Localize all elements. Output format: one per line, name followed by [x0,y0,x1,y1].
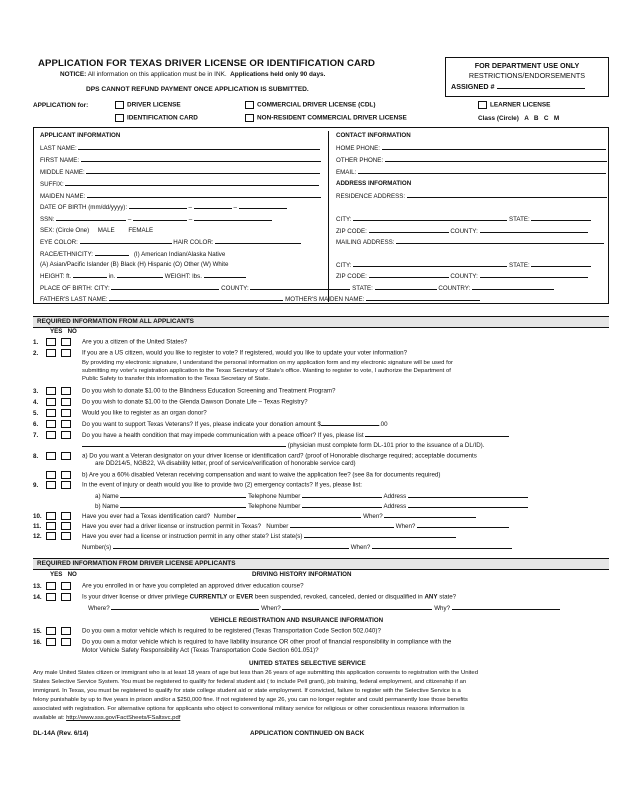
selective-line-3: immigrant. In Texas, you must be registered to qualify for state college student aid or state employment. If convicted, failure to register with the Selective Service is a [33,688,461,694]
column-divider [328,131,329,302]
q15-text: Do you own a motor vehicle which is required to be registered (Texas Transportation Code Section 502.040)? [82,627,381,635]
q6-text: Do you want to support Texas Veterans? If yes, please indicate your donation amount $ [82,421,321,428]
class-m[interactable]: M [553,115,560,122]
q13-no[interactable] [61,582,71,590]
mail-state-label: STATE: [508,262,530,269]
question-9: 9. In the event of injury or death would you like to provide two (2) emergency contacts? If yes, please list: [33,481,362,489]
q14-text-a: Is your driver license or driver privilege [82,593,188,601]
question-2: 2. If you are a US citizen, would you like to register to vote? If registered, would you like to update your voter information? [33,349,408,357]
mailing-label: MAILING ADDRESS: [336,239,395,246]
emergency-contact-b[interactable] [95,502,640,511]
class-circle [478,115,559,123]
address-heading: ADDRESS INFORMATION [336,180,412,187]
q11-yes[interactable] [46,522,56,530]
q15-yes[interactable] [46,627,56,635]
weight-line[interactable] [204,272,246,278]
q7-condition-line-2[interactable] [82,441,286,447]
q7-physician-note: (physician must complete form DL-101 prior to the issuance of a DL/ID). [287,442,485,449]
q10-no[interactable] [61,512,71,520]
ssn-field[interactable]: SSN: – – [40,215,272,224]
res-zip-line[interactable] [369,227,449,233]
q16-text-b: Motor Vehicle Safety Responsibility Act (Texas Transportation Code Section 601.051)? [82,647,319,654]
selective-service-link[interactable]: http://www.sss.gov/FactSheets/FSaltsvc.pdf [66,715,181,721]
contact-b-phone-line[interactable] [302,502,382,508]
q8a-yes[interactable] [46,452,56,460]
driver-license-checkbox[interactable] [115,101,124,109]
q7-no[interactable] [61,431,71,439]
q10-number-label: Number [213,513,236,520]
eye-hair-field[interactable] [40,238,301,247]
contact-b-address-label: Address [383,503,407,510]
selective-line-2: States Selective Service System. You must be registered to qualify for federal student aid ( to include Pell grant), job training, federal employment, and citizenship if an [33,679,467,685]
res-city-state-field[interactable] [336,215,591,224]
q2-yes[interactable] [46,349,56,357]
res-state-line[interactable] [531,215,591,221]
notice-held: Applications held only 90 days. [230,71,326,78]
last-name-label: LAST NAME: [40,145,77,152]
home-phone-line[interactable] [382,144,606,150]
no-header: NO [67,328,77,335]
mail-zip-county-field[interactable] [336,272,588,281]
birth-country-line[interactable] [472,284,554,290]
mail-county-line[interactable] [480,272,588,278]
res-state-label: STATE: [508,216,530,223]
other-phone-field[interactable] [336,156,607,165]
q14-yes[interactable] [46,593,56,601]
birth-country-label: COUNTRY: [438,285,471,292]
q7-condition-line[interactable] [365,431,509,437]
application-for-label: APPLICATION for: [33,102,89,109]
learner-label: LEARNER LICENSE [490,101,551,109]
suffix-line[interactable] [65,180,319,186]
maiden-name-field[interactable] [40,192,321,201]
question-7: 7. Do you have a health condition that may impede communication with a peace officer? If yes, please list [33,431,608,440]
q12-text: Have you ever had a license or instruction permit in any other state? List state(s) [82,533,303,540]
question-15: 15. Do you own a motor vehicle which is required to be registered (Texas Transportation Code Section 502.040)? [33,627,381,635]
q3-yes[interactable] [46,387,56,395]
yes-header-2: YES [50,571,63,578]
notice-label: NOTICE: [60,71,87,78]
yes-header: YES [50,328,63,335]
driver-license-label: DRIVER LICENSE [127,101,181,109]
q11-text: Have you ever had a driver license or instruction permit in Texas? [82,523,262,530]
q9-text: In the event of injury or death would you like to provide two (2) emergency contacts? If yes, please list: [82,481,362,489]
question-8b [33,471,608,479]
q12-numbers-line[interactable] [113,543,349,549]
email-field[interactable] [336,168,606,177]
q3-text: Do you wish to donate $1.00 to the Blindness Education Screening and Treatment Program? [82,387,336,395]
q14-when-label: When? [261,605,281,612]
class-b[interactable]: B [533,115,539,122]
q6-no[interactable] [61,420,71,428]
father-label: FATHER'S LAST NAME: [40,296,108,303]
inches-label: in. [108,273,116,280]
home-phone-label: HOME PHONE: [336,145,381,152]
suffix-label: SUFFIX: [40,181,64,188]
contact-a-address-line[interactable] [408,492,528,498]
q14-or: or [228,593,235,601]
question-3: 3. Do you wish to donate $1.00 to the Blindness Education Screening and Treatment Program? [33,387,336,395]
option-driver-license[interactable] [115,101,181,110]
ssn-label: SSN: [40,216,55,223]
q5-no[interactable] [61,409,71,417]
notice [60,71,325,79]
middle-name-field[interactable] [40,168,320,177]
height-ft-line[interactable] [73,272,107,278]
q11-when-line[interactable] [417,522,509,528]
sex-female[interactable]: FEMALE [128,227,154,234]
q11-number-line[interactable] [290,522,394,528]
q8b-yes[interactable] [46,471,56,479]
q7-yes[interactable] [46,431,56,439]
q8b-text: b) Are you a 60% disabled Veteran receiving compensation and want to waive the application fee? (see 8a for documents required) [82,471,441,479]
section-required-driver: REQUIRED INFORMATION FROM DRIVER LICENSE APPLICANTS [33,558,609,570]
q10-when-label: When? [363,513,383,520]
hair-color-line[interactable] [215,238,301,244]
q14-when-line[interactable] [282,604,432,610]
q12-states-line[interactable] [304,532,456,538]
q14-details[interactable] [88,604,640,613]
ssn-part3[interactable] [194,215,272,221]
mail-city-state-field[interactable] [336,261,591,270]
mail-state-line[interactable] [531,261,591,267]
q14-where-label: Where? [88,605,110,612]
q14-why-line[interactable] [452,604,560,610]
question-5: 5. Would you like to register as an organ donor? [33,409,207,417]
ssn-part1[interactable] [56,215,126,221]
mail-city-line[interactable] [353,261,507,267]
q10-yes[interactable] [46,512,56,520]
q9-yes[interactable] [46,481,56,489]
height-weight-field[interactable] [40,272,246,281]
q14-text-c: state? [439,593,457,601]
dob-field[interactable]: DATE OF BIRTH (mm/dd/yyyy): – – [40,203,287,212]
ssn-part2[interactable] [133,215,187,221]
q12-numbers-label: Number(s) [82,544,112,551]
non-resident-label: NON-RESIDENT COMMERCIAL DRIVER LICENSE [257,114,407,122]
q14-currently: CURRENTLY [189,593,228,601]
dob-month-line[interactable] [129,203,187,209]
race-line[interactable] [95,250,129,256]
q14-why-label: Why? [434,605,451,612]
sex-male[interactable]: MALE [97,227,115,234]
question-11: 11. Have you ever had a driver license or instruction permit in Texas? Number When? [33,522,608,531]
weight-label: WEIGHT: lbs. [164,273,202,280]
dob-year-line[interactable] [239,203,287,209]
q16-text-a: Do you own a motor vehicle which is required to have liability insurance OR other proof of financial responsibility in compliance with the [82,638,452,646]
residence-label: RESIDENCE ADDRESS: [336,193,406,200]
q10-text: Have you ever had a Texas identification card? [82,513,211,520]
dob-label: DATE OF BIRTH (mm/dd/yyyy): [40,204,128,211]
res-city-label: CITY: [336,216,352,223]
height-label: HEIGHT: ft. [40,273,72,280]
q2-consent-a: By providing my electronic signature, I understand the personal information on my application form and my electronic signature will be used for [82,360,453,366]
contact-a-name-label: a) Name [95,493,119,500]
res-county-label: COUNTY: [450,228,478,235]
sex-label: SEX: (Circle One) [40,227,90,234]
birth-city-line[interactable] [111,284,219,290]
q12-no[interactable] [61,532,71,540]
q5-yes[interactable] [46,409,56,417]
selective-service-text [33,669,611,723]
question-8a: 8. a) Do you want a Veteran designator on your driver license or identification card? (proof of Honorable discharge required; acceptable documents [33,452,477,460]
q8a-text: a) Do you want a Veteran designator on your driver license or identification card? (proof of Honorable discharge required; acceptable documents [82,452,477,460]
question-4: 4. Do you wish to donate $1.00 to the Glenda Dawson Donate Life – Texas Registry? [33,398,308,406]
emergency-contact-a[interactable] [95,492,640,501]
contact-a-address-label: Address [383,493,407,500]
mail-zip-label: ZIP CODE: [336,273,367,280]
q15-no[interactable] [61,627,71,635]
birth-county-line[interactable] [250,284,350,290]
id-card-checkbox[interactable] [115,114,124,122]
option-cdl[interactable] [245,101,375,110]
continued-notice: APPLICATION CONTINUED ON BACK [250,730,365,737]
dept-restrictions: RESTRICTIONS/ENDORSEMENTS [468,71,586,80]
mailing-field[interactable] [336,238,604,247]
q1-yes[interactable] [46,338,56,346]
q11-no[interactable] [61,522,71,530]
q2-text: If you are a US citizen, would you like to register to vote? If registered, would you like to update your voter information? [82,349,408,357]
birth-state-line[interactable] [375,284,437,290]
race-options: (A) Asian/Pacific Islander (B) Black (H) Hispanic (O) Other (W) White [40,261,229,268]
selective-service-heading: UNITED STATES SELECTIVE SERVICE [249,660,366,667]
refund-notice: DPS CANNOT REFUND PAYMENT ONCE APPLICATION IS SUBMITTED. [86,86,309,93]
q6-yes[interactable] [46,420,56,428]
yes-no-header [50,328,77,336]
q14-where-line[interactable] [111,604,259,610]
question-6: 6. Do you want to support Texas Veterans? If yes, please indicate your donation amount $ .00 [33,421,388,428]
home-phone-field[interactable] [336,144,606,153]
mother-line[interactable] [366,295,480,301]
residence-line[interactable] [407,192,607,198]
q16-no[interactable] [61,638,71,646]
q4-yes[interactable] [46,398,56,406]
last-name-line[interactable] [78,144,320,150]
q14-any: ANY [424,593,438,601]
q9-no[interactable] [61,481,71,489]
res-county-line[interactable] [480,227,588,233]
q14-no[interactable] [61,593,71,601]
q5-text: Would you like to register as an organ donor? [82,409,207,417]
maiden-name-line[interactable] [87,192,321,198]
q8a-no[interactable] [61,452,71,460]
q8b-no[interactable] [61,471,71,479]
birth-city-label: PLACE OF BIRTH: CITY: [40,285,110,292]
q13-yes[interactable] [46,582,56,590]
mailing-line[interactable] [396,238,604,244]
contact-a-phone-label: Telephone Number [248,493,301,500]
other-phone-line[interactable] [385,156,607,162]
driving-history-heading: DRIVING HISTORY INFORMATION [252,571,352,578]
q4-no[interactable] [61,398,71,406]
dob-day-line[interactable] [194,203,232,209]
first-name-label: FIRST NAME: [40,157,80,164]
birth-county-label: COUNTY: [221,285,249,292]
q7-text: Do you have a health condition that may impede communication with a peace officer? If yes, please list [82,432,364,439]
middle-name-label: MIDDLE NAME: [40,169,85,176]
contact-b-phone-label: Telephone Number [248,503,301,510]
parents-field[interactable] [40,295,480,304]
q4-text: Do you wish to donate $1.00 to the Glenda Dawson Donate Life – Texas Registry? [82,398,308,406]
q10-when-line[interactable] [384,512,476,518]
q11-when-label: When? [395,523,416,530]
res-zip-label: ZIP CODE: [336,228,367,235]
mail-county-label: COUNTY: [450,273,478,280]
question-10: 10. Have you ever had a Texas identification card? Number When? [33,512,608,521]
q7-continued [82,441,640,450]
cdl-checkbox[interactable] [245,101,254,109]
q10-number-line[interactable] [237,512,361,518]
q8a-docs: are DD214/5, NGB22, VA disability letter, proof of service/verification of honorable service card) [95,460,356,467]
sex-field [40,227,153,235]
q6-cents: .00 [378,421,388,428]
dept-assigned-label: ASSIGNED # [451,82,495,91]
class-label: Class (Circle) [478,115,519,122]
selective-line-5: associated with registration. For alternative options for applicants who object to conventional military service for religious or other conscientious reasons information is [33,706,465,712]
q14-text-b: been suspended, revoked, canceled, denied or disqualified in [254,593,423,601]
dept-title: FOR DEPARTMENT USE ONLY [474,61,580,70]
maiden-name-label: MAIDEN NAME: [40,193,86,200]
form-id: DL-14A (Rev. 6/14) [33,730,89,737]
question-16: 16. Do you own a motor vehicle which is required to have liability insurance OR other proof of financial responsibility in compliance with the [33,638,452,646]
email-line[interactable] [358,168,606,174]
eye-color-label: EYE COLOR: [40,239,78,246]
q3-no[interactable] [61,387,71,395]
section-required-all: REQUIRED INFORMATION FROM ALL APPLICANTS [33,316,609,328]
race-label: RACE/ETHNICITY: [40,251,93,258]
question-1: 1. Are you a citizen of the United States? [33,338,188,346]
email-label: EMAIL: [336,169,357,176]
last-name-field[interactable] [40,144,320,153]
selective-line-6 [33,714,611,723]
q12-numbers[interactable] [82,543,640,552]
eye-color-line[interactable] [80,238,172,244]
height-in-line[interactable] [117,272,163,278]
option-learner[interactable] [478,101,550,110]
learner-checkbox[interactable] [478,101,487,109]
other-phone-label: OTHER PHONE: [336,157,384,164]
birth-place-field[interactable] [40,284,554,293]
q12-when-line[interactable] [372,543,512,549]
question-13: 13. Are you enrolled in or have you completed an approved driver education course? [33,582,304,590]
class-c[interactable]: C [543,115,549,122]
form-title: APPLICATION FOR TEXAS DRIVER LICENSE OR IDENTIFICATION CARD [38,58,376,69]
q2-consent-b: submitting my voter's registration application to the Texas Secretary of State's office. Wanting to register to vote, I authorize the Department of [82,368,451,374]
yes-no-header-2 [50,571,77,579]
res-city-line[interactable] [353,215,507,221]
id-card-label: IDENTIFICATION CARD [127,114,198,122]
hair-color-label: HAIR COLOR: [173,239,214,246]
residence-field[interactable] [336,192,607,201]
q11-number-label: Number [266,523,289,530]
contact-b-address-line[interactable] [408,502,528,508]
first-name-field[interactable] [40,156,321,165]
q12-when-label: When? [350,544,371,551]
mother-label: MOTHER'S MAIDEN NAME: [285,296,365,303]
contact-b-name-label: b) Name [95,503,119,510]
q12-yes[interactable] [46,532,56,540]
non-resident-checkbox[interactable] [245,114,254,122]
res-zip-county-field[interactable] [336,227,588,236]
contact-b-name-line[interactable] [120,502,246,508]
contact-a-name-line[interactable] [120,492,246,498]
q16-yes[interactable] [46,638,56,646]
q1-no[interactable] [61,338,71,346]
option-id-card[interactable] [115,114,198,123]
father-line[interactable] [109,295,283,301]
no-header-2: NO [67,571,77,578]
selective-line-4: felony punishable by up to five years in prison and/or a $250,000 fine. If not registered by age 26, you can no longer register and could permanently lose those benefits [33,697,468,703]
cdl-label: COMMERCIAL DRIVER LICENSE (CDL) [257,101,376,109]
middle-name-line[interactable] [86,168,320,174]
mail-city-label: CITY: [336,262,352,269]
suffix-field[interactable] [40,180,319,189]
assigned-number-line [497,83,585,89]
q2-no[interactable] [61,349,71,357]
mail-zip-line[interactable] [369,272,449,278]
birth-state-label: STATE: [352,285,373,292]
q14-ever: EVER [236,593,254,601]
race-option-i: (I) American Indian/Alaska Native [133,251,226,258]
contact-heading: CONTACT INFORMATION [336,132,411,139]
selective-line-1: Any male United States citizen or immigrant who is at least 18 years of age but less than 26 years of age submitting this application consents to registration with the United [33,670,478,676]
vehicle-heading: VEHICLE REGISTRATION AND INSURANCE INFORMATION [210,617,384,624]
contact-a-phone-line[interactable] [302,492,382,498]
department-use-box [445,57,609,97]
selective-link-prefix: available at: [33,715,65,721]
question-12: 12. Have you ever had a license or instruction permit in any other state? List state(s) [33,532,608,541]
q6-amount-line[interactable] [321,420,379,426]
question-14: 14. Is your driver license or driver privilege CURRENTLY or EVER been suspended, revoked, canceled, denied or disqualified in ANY state? [33,593,457,601]
dept-assigned [451,82,603,91]
class-a[interactable]: A [524,115,529,122]
q1-text: Are you a citizen of the United States? [82,338,188,346]
q13-text: Are you enrolled in or have you completed an approved driver education course? [82,582,304,590]
option-non-resident-cdl[interactable] [245,114,407,123]
notice-text: All information on this application must be in INK. [87,71,227,78]
q2-consent-c: Public Safety to transfer this information to the Texas Secretary of State. [82,376,270,382]
first-name-line[interactable] [81,156,321,162]
race-field[interactable] [40,250,225,259]
applicant-heading: APPLICANT INFORMATION [40,132,121,139]
